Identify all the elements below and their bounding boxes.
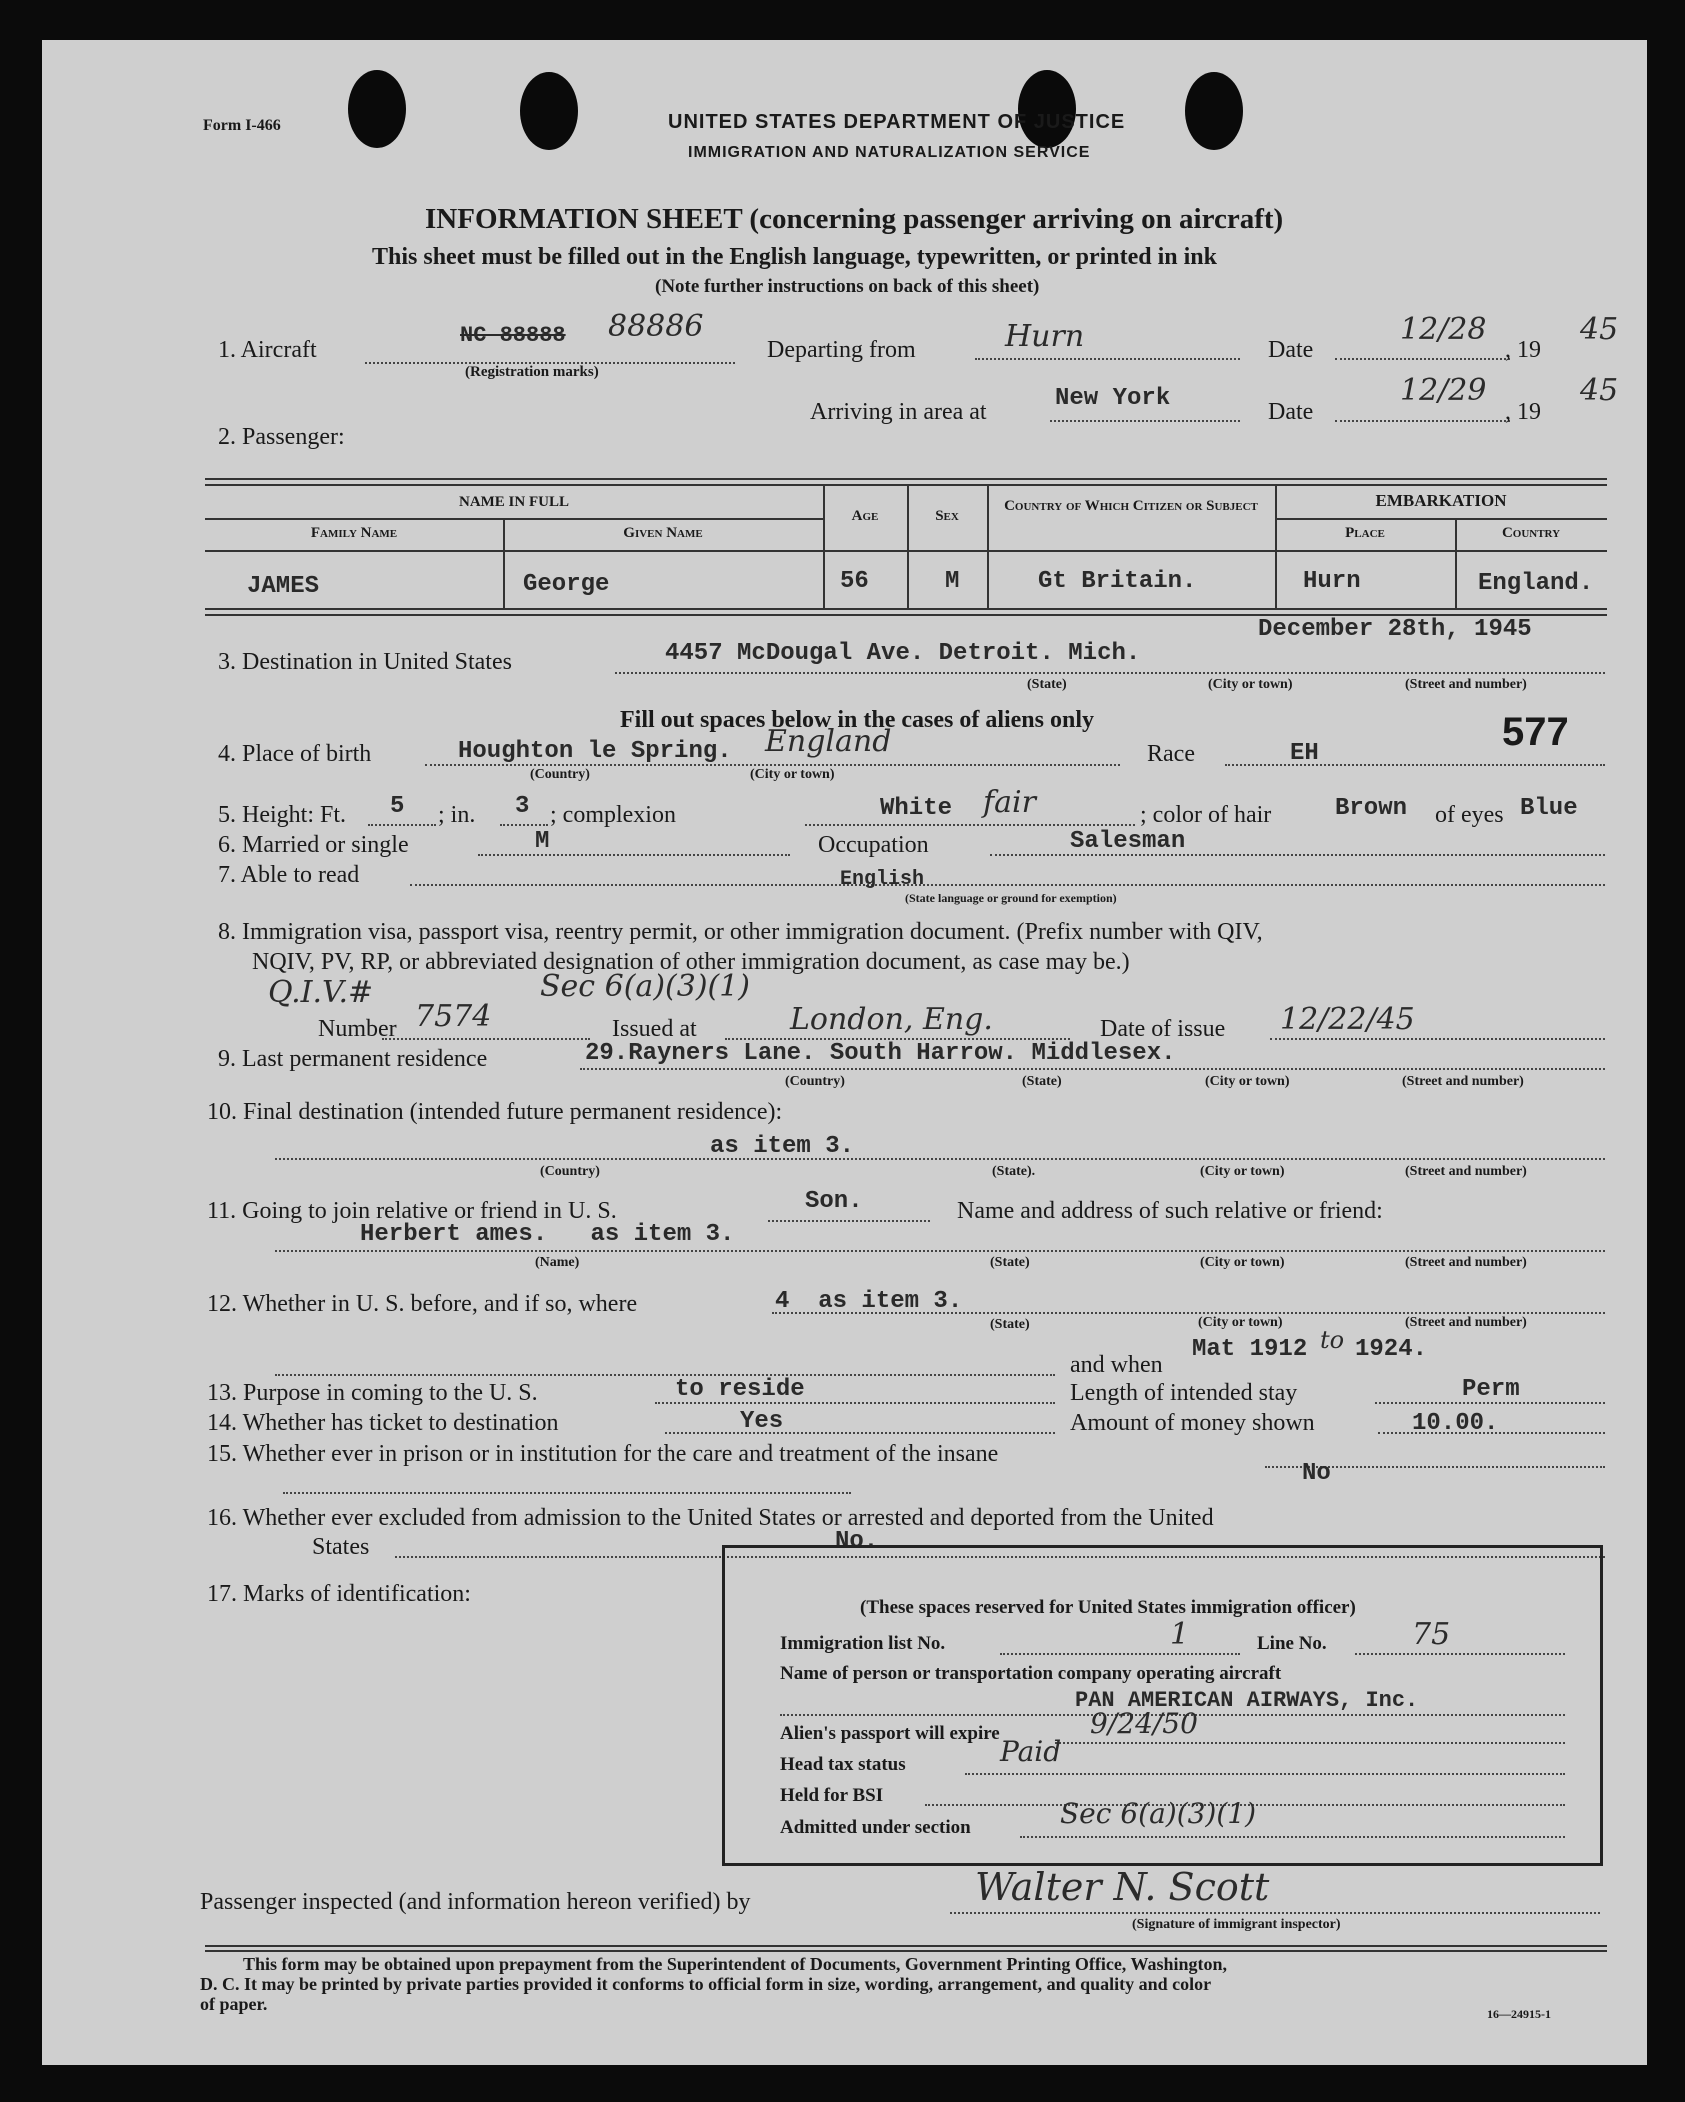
last-residence-label: 9. Last permanent residence [218, 1046, 488, 1072]
visa-number-label: Number [318, 1016, 397, 1042]
race-label: Race [1147, 741, 1195, 767]
immigration-list-label: Immigration list No. [780, 1633, 946, 1654]
print-code: 16—24915-1 [1487, 2007, 1551, 2021]
occupation-value: Salesman [1070, 828, 1186, 855]
eye-color-label: of eyes [1435, 802, 1504, 828]
hair-color-label: ; color of hair [1140, 802, 1272, 828]
prison-label: 15. Whether ever in prison or in institution for the care and treatment of the insane [207, 1441, 999, 1467]
depart-date-label: Date [1268, 337, 1314, 363]
line-number-value: 75 [1412, 1617, 1451, 1652]
registration-caption: (Registration marks) [465, 364, 599, 380]
birthplace-typed: Houghton le Spring. [458, 738, 732, 765]
arrive-date-label: Date [1268, 399, 1314, 425]
arriving-label: Arriving in area at [810, 399, 987, 425]
complexion-value: White [880, 795, 953, 822]
footer-line-2: D. C. It may be printed by private parties provided it conforms to official form in size, wording, arrangement, and quality and color [200, 1974, 1212, 1994]
money-value: 10.00. [1412, 1410, 1499, 1437]
relative-street-caption: (Street and number) [1405, 1255, 1527, 1270]
height-feet: 5 [390, 793, 405, 820]
previous-us-city-caption: (City or town) [1198, 1315, 1283, 1330]
citizenship-header: Country of Which Citizen or Subject [1004, 498, 1258, 514]
inspector-signature: Walter N. Scott [975, 1865, 1270, 1909]
join-relative-label: 11. Going to join relative or friend in U. S. [207, 1198, 617, 1224]
relative-name-value: Herbert ames. as item 3. [360, 1221, 735, 1248]
stay-length-label: Length of intended stay [1070, 1380, 1298, 1406]
line-number-label: Line No. [1257, 1633, 1327, 1654]
final-destination-label: 10. Final destination (intended future permanent residence): [207, 1099, 783, 1125]
marital-status-label: 6. Married or single [218, 832, 409, 858]
final-destination-city-caption: (City or town) [1200, 1164, 1285, 1179]
visa-issue-date-label: Date of issue [1100, 1016, 1226, 1042]
passport-expire-value: 9/24/50 [1090, 1707, 1198, 1740]
destination-value: 4457 McDougal Ave. Detroit. Mich. [665, 640, 1141, 667]
visa-issued-label: Issued at [612, 1016, 697, 1042]
embarkation-place: Hurn [1303, 568, 1361, 595]
last-residence-value: 29.Rayners Lane. South Harrow. Middlesex. [585, 1040, 1176, 1067]
destination-city-caption: (City or town) [1208, 677, 1293, 692]
sex-header: Sex [935, 508, 959, 524]
purpose-label: 13. Purpose in coming to the U. S. [207, 1380, 538, 1406]
previous-us-street-caption: (Street and number) [1405, 1315, 1527, 1330]
signature-caption: (Signature of immigrant inspector) [1132, 1917, 1341, 1932]
passenger-family-name: JAMES [247, 573, 320, 600]
last-residence-country-caption: (Country) [785, 1074, 845, 1089]
passenger-citizenship: Gt Britain. [1038, 568, 1197, 595]
money-label: Amount of money shown [1070, 1410, 1315, 1436]
purpose-value: to reside [675, 1376, 805, 1403]
visa-issue-date: 12/22/45 [1280, 1002, 1415, 1037]
aliens-only-heading: Fill out spaces below in the cases of aliens only [620, 707, 1095, 733]
visa-prefix-handwritten: Q.I.V.# [268, 975, 374, 1010]
last-residence-street-caption: (Street and number) [1402, 1074, 1524, 1089]
when-end-value: 1924. [1355, 1336, 1428, 1363]
punch-hole [1185, 72, 1243, 150]
departing-label: Departing from [767, 337, 916, 363]
age-header: Age [851, 508, 879, 524]
officer-box-title: (These spaces reserved for United States immigration officer) [860, 1597, 1356, 1618]
arrive-year: 45 [1580, 373, 1619, 408]
identification-marks-label: 17. Marks of identification: [207, 1581, 471, 1607]
race-value: EH [1290, 740, 1319, 767]
department-heading: UNITED STATES DEPARTMENT OF JUSTICE [668, 111, 1126, 133]
visa-section-handwritten: Sec 6(a)(3)(1) [540, 969, 751, 1004]
arrive-year-prefix: , 19 [1505, 399, 1541, 425]
complexion-handwritten: fair [983, 785, 1036, 820]
passenger-age: 56 [840, 568, 869, 595]
occupation-label: Occupation [818, 832, 929, 858]
relative-name-label: Name and address of such relative or friend: [957, 1198, 1383, 1224]
immigration-document-label-line2: NQIV, PV, RP, or abbreviated designation of other immigration document, as case may be.) [252, 949, 1130, 975]
given-name-header: Given Name [623, 525, 703, 541]
ticket-label: 14. Whether has ticket to destination [207, 1410, 559, 1436]
form-title: INFORMATION SHEET (concerning passenger arriving on aircraft) [425, 203, 1284, 235]
place-header: Place [1345, 525, 1385, 541]
excluded-label-line1: 16. Whether ever excluded from admission to the United States or arrested and deported from the United [207, 1505, 1214, 1531]
sheet-number: 577 [1502, 710, 1569, 754]
excluded-label-line2: States [312, 1534, 370, 1560]
ticket-value: Yes [740, 1408, 784, 1435]
date-stamp: December 28th, 1945 [1258, 616, 1532, 643]
punch-hole [520, 72, 578, 150]
height-label: 5. Height: Ft. [218, 802, 347, 828]
birthplace-country-caption: (Country) [530, 767, 590, 782]
head-tax-value: Paid [1000, 1735, 1062, 1768]
head-tax-label: Head tax status [780, 1754, 906, 1775]
embarkation-header: EMBARKATION [1375, 491, 1507, 510]
inches-label: ; in. [438, 802, 476, 828]
family-name-header: Family Name [310, 525, 398, 541]
when-label: and when [1070, 1352, 1163, 1378]
marital-status-value: M [535, 828, 550, 855]
aircraft-registration-handwritten: 88886 [608, 309, 704, 344]
admitted-section-value: Sec 6(a)(3)(1) [1060, 1797, 1257, 1830]
final-destination-country-caption: (Country) [540, 1164, 600, 1179]
destination-state-caption: (State) [1027, 677, 1067, 692]
passenger-label: 2. Passenger: [218, 424, 345, 450]
footer-line-1: This form may be obtained upon prepayment from the Superintendent of Documents, Government Printing Office, Washington, [243, 1954, 1228, 1974]
previous-us-value: 4 as item 3. [775, 1288, 963, 1315]
arrive-date: 12/29 [1400, 373, 1487, 408]
destination-street-caption: (Street and number) [1405, 677, 1527, 692]
final-destination-value: as item 3. [710, 1133, 855, 1160]
stay-length-value: Perm [1462, 1376, 1520, 1403]
relative-relation: Son. [805, 1188, 863, 1215]
depart-date: 12/28 [1400, 312, 1487, 347]
birthplace-handwritten: England [765, 724, 892, 759]
when-value: Mat 1912 [1192, 1336, 1308, 1363]
complexion-label: ; complexion [550, 802, 676, 828]
relative-name-caption: (Name) [535, 1255, 580, 1270]
passport-expire-label: Alien's passport will expire [780, 1723, 1000, 1744]
last-residence-city-caption: (City or town) [1205, 1074, 1290, 1089]
immigration-list-value: 1 [1170, 1617, 1190, 1652]
prison-value: No [1302, 1460, 1331, 1487]
able-to-read-caption: (State language or ground for exemption) [905, 891, 1117, 905]
visa-number: 7574 [415, 999, 492, 1034]
footer-line-3: of paper. [200, 1994, 268, 2014]
operating-company-label: Name of person or transportation company operating aircraft [780, 1663, 1282, 1684]
form-note: (Note further instructions on back of this sheet) [655, 276, 1040, 297]
destination-label: 3. Destination in United States [218, 649, 512, 675]
excluded-value: No. [835, 1528, 879, 1555]
relative-city-caption: (City or town) [1200, 1255, 1285, 1270]
form-subtitle: This sheet must be filled out in the English language, typewritten, or printed in ink [372, 244, 1217, 270]
embarkation-country: England. [1478, 570, 1594, 597]
depart-year-prefix: , 19 [1505, 337, 1541, 363]
passenger-given-name: George [523, 571, 610, 598]
previous-us-label: 12. Whether in U. S. before, and if so, where [207, 1291, 638, 1317]
form-number: Form I-466 [203, 117, 281, 134]
name-in-full-header: NAME IN FULL [458, 494, 569, 510]
country-header: Country [1501, 525, 1561, 541]
punch-hole [1018, 70, 1076, 148]
hair-color-value: Brown [1335, 795, 1408, 822]
when-handwritten: to [1320, 1326, 1345, 1354]
aircraft-label: 1. Aircraft [218, 337, 317, 363]
immigration-document-label-line1: 8. Immigration visa, passport visa, reentry permit, or other immigration document. (Prefix number with QIV, [218, 919, 1263, 945]
operating-company-value: PAN AMERICAN AIRWAYS, Inc. [1075, 1688, 1419, 1713]
departing-value: Hurn [1005, 319, 1085, 354]
eye-color-value: Blue [1520, 795, 1578, 822]
arriving-value: New York [1055, 385, 1171, 412]
relative-state-caption: (State) [990, 1255, 1030, 1270]
aircraft-registration-typed: NC 88888 [460, 323, 566, 348]
previous-us-state-caption: (State) [990, 1317, 1030, 1332]
height-inches: 3 [515, 793, 530, 820]
inspected-label: Passenger inspected (and information hereon verified) by [200, 1889, 751, 1915]
punch-hole [348, 70, 406, 148]
birthplace-city-caption: (City or town) [750, 767, 835, 782]
passenger-sex: M [945, 568, 960, 595]
able-to-read-label: 7. Able to read [218, 862, 360, 888]
last-residence-state-caption: (State) [1022, 1074, 1062, 1089]
held-for-bsi-label: Held for BSI [780, 1785, 884, 1806]
visa-issued-at: London, Eng. [790, 1002, 993, 1037]
birthplace-label: 4. Place of birth [218, 741, 372, 767]
depart-year: 45 [1580, 312, 1619, 347]
able-to-read-value: English [840, 868, 925, 891]
final-destination-state-caption: (State). [992, 1164, 1036, 1179]
admitted-section-label: Admitted under section [780, 1817, 971, 1838]
final-destination-street-caption: (Street and number) [1405, 1164, 1527, 1179]
service-heading: IMMIGRATION AND NATURALIZATION SERVICE [688, 144, 1091, 161]
